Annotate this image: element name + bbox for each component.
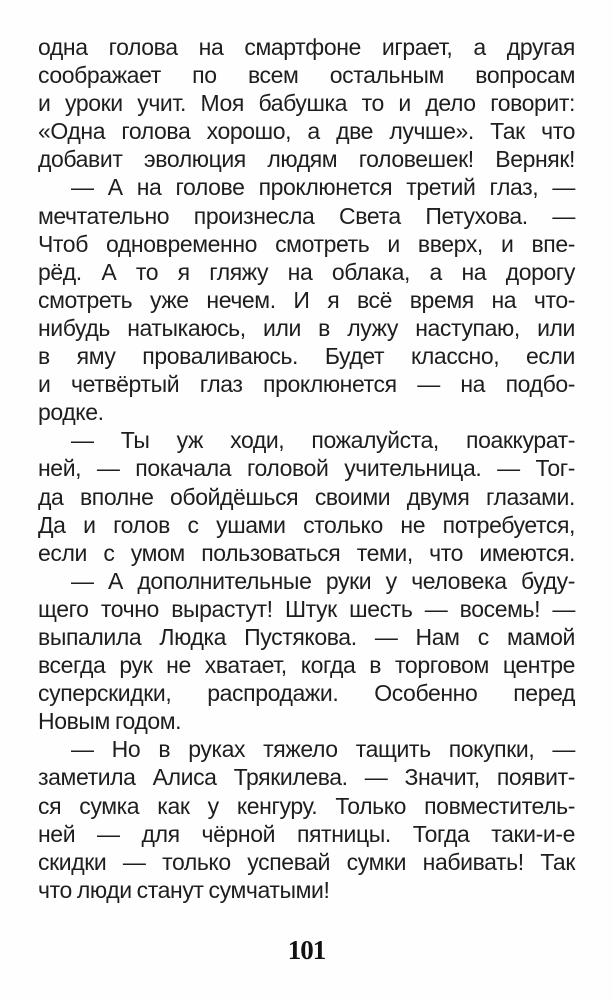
text-line: выпалила Людка Пустякова. — Нам с мамой	[38, 623, 575, 650]
text-line: заметила Алиса Трякилева. — Значит, появит-	[38, 764, 575, 791]
text-line: родке.	[38, 399, 104, 426]
text-line: соображает по всем остальным вопросам	[38, 62, 575, 89]
text-line: «Одна голова хорошо, а две лучше». Так что	[38, 118, 575, 145]
text-line: — Ты уж ходи, пожалуйста, поаккурат-	[71, 427, 575, 454]
body-text	[38, 33, 575, 904]
text-line: щего точно вырастут! Штук шесть — восемь! —	[38, 595, 575, 622]
text-line: нибудь натыкаюсь, или в лужу наступаю, или	[38, 314, 575, 341]
text-line: если с умом пользоваться теми, что имеются.	[38, 539, 575, 566]
text-line: ся сумка как у кенгуру. Только повместитель-	[38, 792, 575, 819]
text-line: Чтоб одновременно смотреть и вверх, и впе-	[38, 230, 575, 257]
text-line: в яму проваливаюсь. Будет классно, если	[38, 343, 575, 370]
text-line: и четвёртый глаз проклюнется — на подбо-	[38, 371, 575, 398]
text-line: скидки — только успевай сумки набивать! Так	[38, 848, 575, 875]
text-line: и уроки учит. Моя бабушка то и дело говорит:	[38, 90, 575, 117]
text-line: Да и голов с ушами столько не потребуется,	[38, 511, 575, 538]
text-line: суперскидки, распродажи. Особенно перед	[38, 680, 575, 707]
text-line: что люди станут сумчатыми!	[38, 876, 330, 903]
text-line: смотреть уже нечем. И я всё время на что-	[38, 286, 575, 313]
text-line: ней, — покачала головой учительница. — Тог-	[38, 455, 575, 482]
text-line: да вполне обойдёшься своими двумя глазами.	[38, 483, 575, 510]
text-line: одна голова на смартфоне играет, а другая	[38, 34, 575, 60]
text-line: — Но в руках тяжело тащить покупки, —	[71, 736, 575, 763]
text-line: — А дополнительные руки у человека буду-	[71, 567, 575, 594]
text-line: Новым годом.	[38, 708, 182, 735]
text-line: добавит эволюция людям головешек! Верняк!	[38, 146, 575, 173]
text-line: — А на голове проклюнется третий глаз, —	[71, 174, 575, 201]
text-line: мечтательно произнесла Света Петухова. —	[38, 202, 575, 229]
text-line: ней — для чёрной пятницы. Тогда таки-и-е	[38, 820, 575, 847]
text-line: рёд. А то я гляжу на облака, а на дорогу	[38, 258, 575, 285]
text-line: всегда рук не хватает, когда в торговом центре	[38, 652, 575, 679]
page-number: 101	[287, 935, 326, 965]
